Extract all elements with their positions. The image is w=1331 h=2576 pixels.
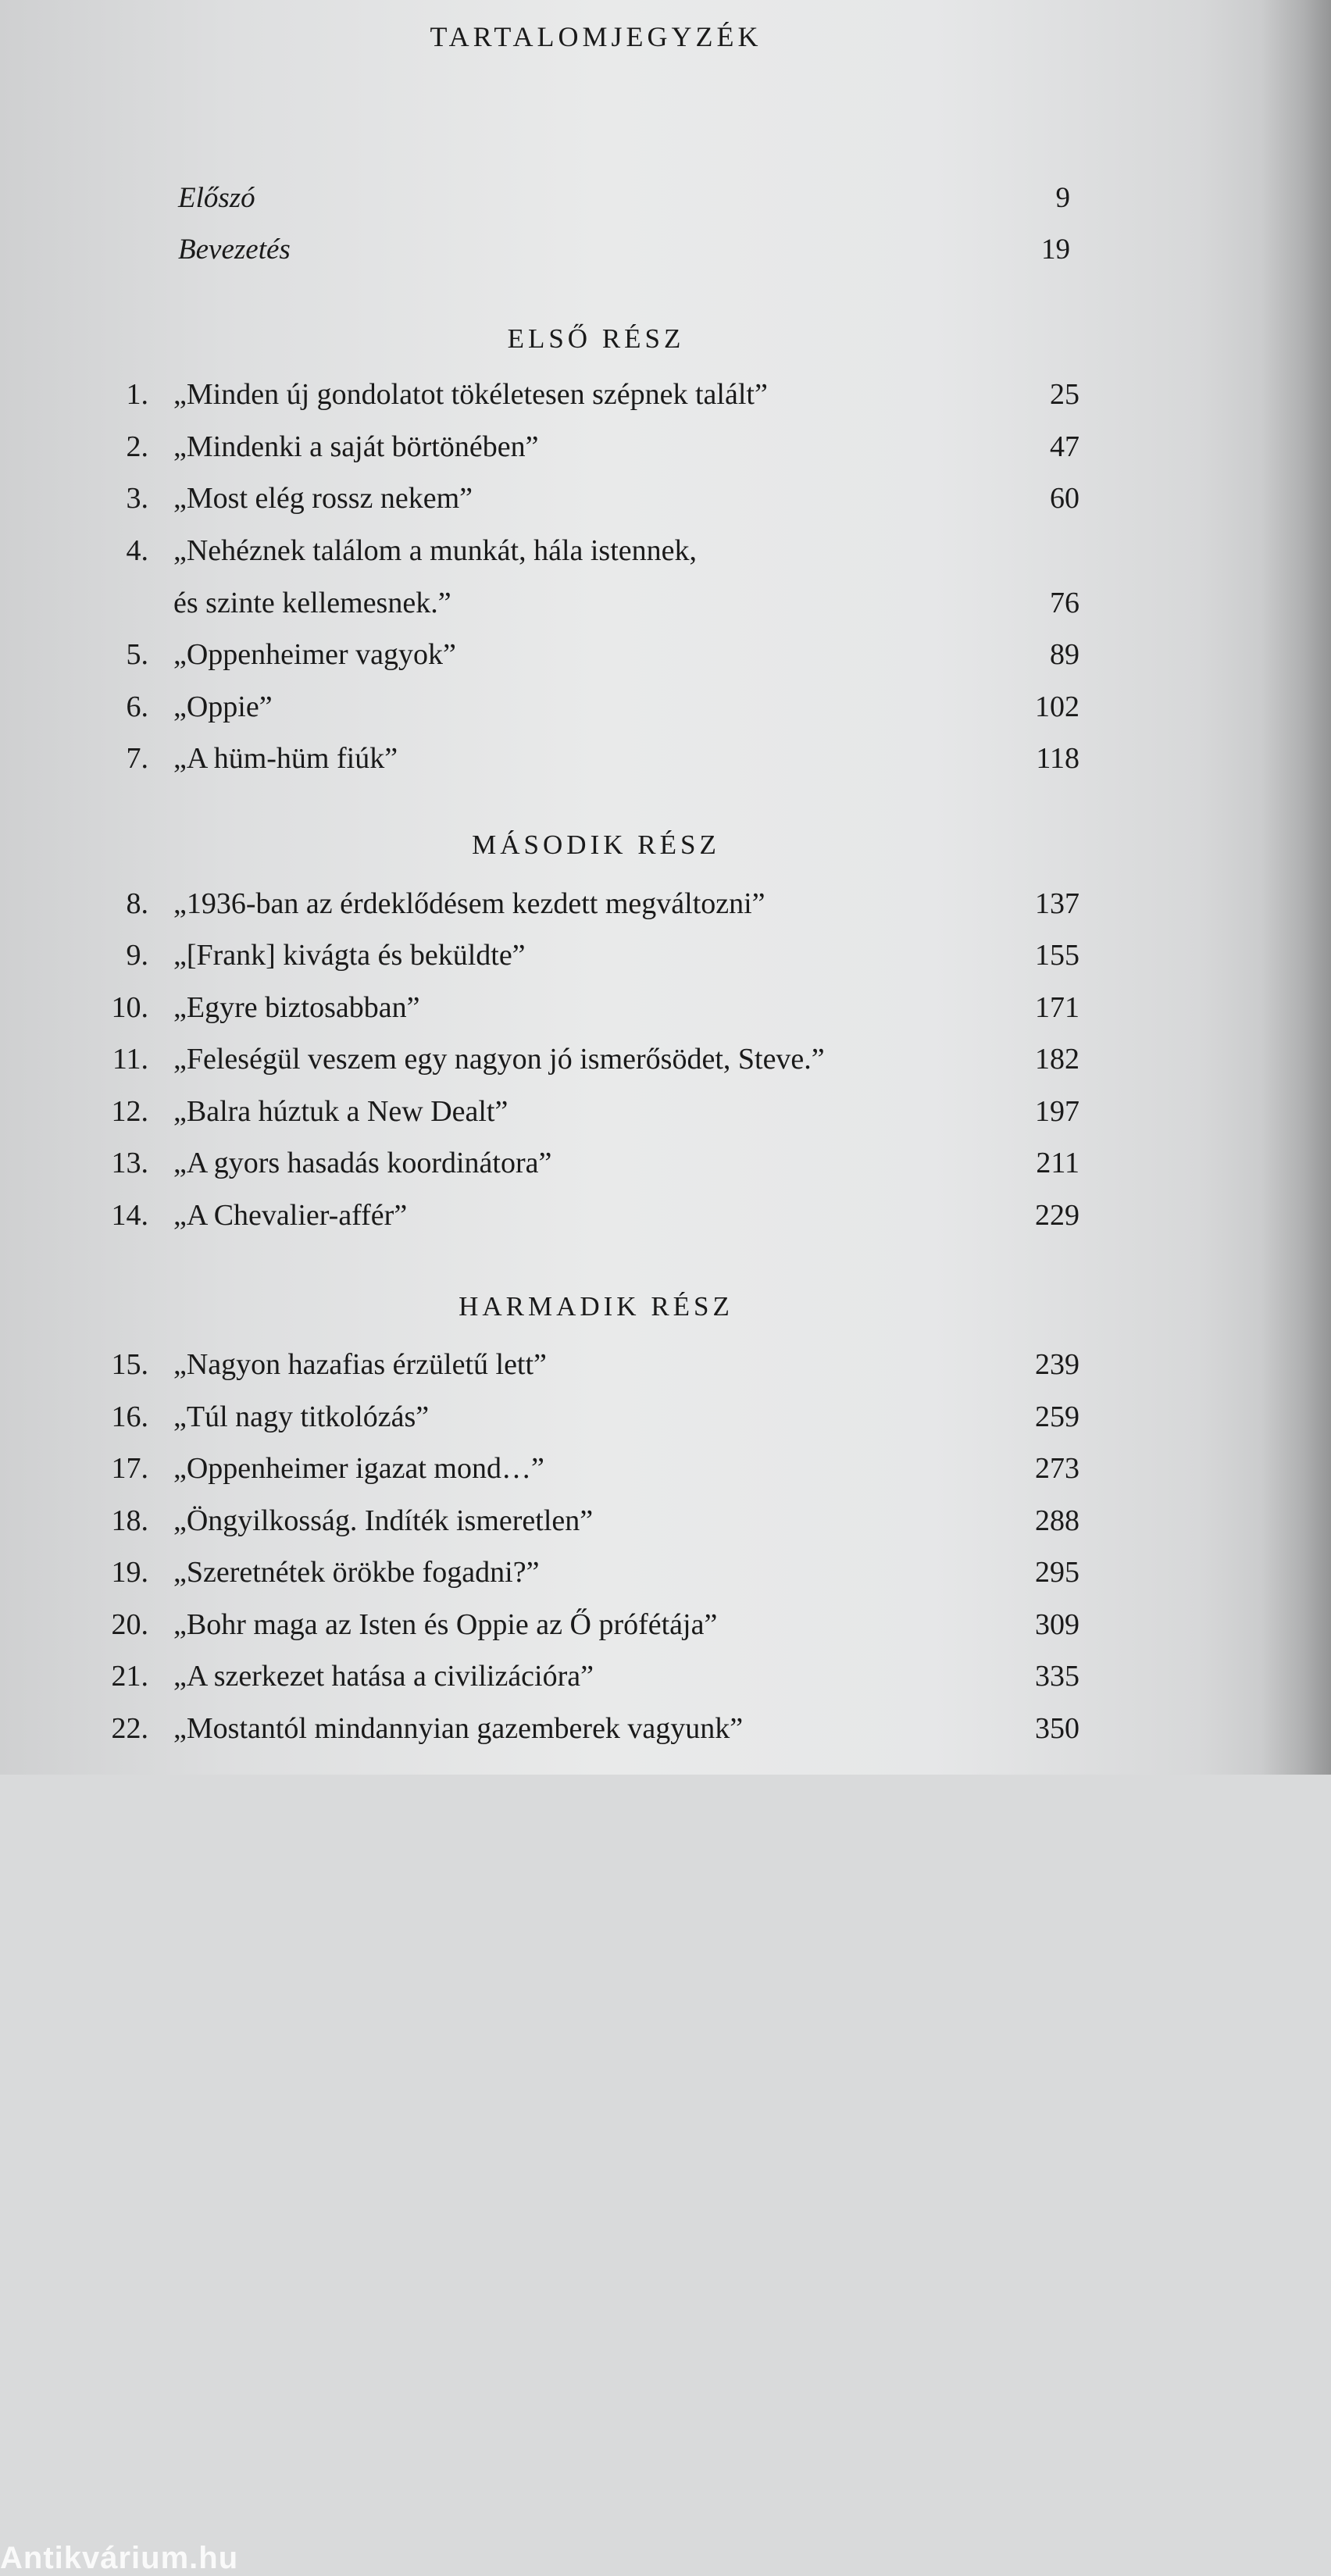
chapter-title: „A Chevalier-affér” xyxy=(173,1198,408,1232)
toc-entry xyxy=(0,1400,1192,1439)
toc-title: TARTALOMJEGYZÉK xyxy=(430,21,762,53)
toc-entry xyxy=(0,1146,1192,1185)
toc-entry xyxy=(0,481,1192,520)
chapter-title: „Túl nagy titkolózás” xyxy=(173,1400,430,1433)
toc-entry xyxy=(0,1659,1192,1698)
chapter-number: 8. xyxy=(126,887,148,920)
part-title: HARMADIK RÉSZ xyxy=(459,1290,733,1322)
chapter-title-continuation: és szinte kellemesnek.” xyxy=(173,586,451,619)
chapter-number: 4. xyxy=(126,534,148,568)
toc-entry xyxy=(0,1094,1192,1133)
watermark: Antikvárium.hu xyxy=(0,2541,239,2576)
front-matter-page: 19 xyxy=(1041,234,1070,266)
chapter-number: 3. xyxy=(126,482,148,516)
chapter-number: 13. xyxy=(111,1147,148,1180)
toc-entry xyxy=(0,938,1192,977)
toc-entry xyxy=(0,741,1192,780)
toc-entry xyxy=(0,1451,1192,1490)
chapter-number: 18. xyxy=(111,1504,148,1537)
chapter-number: 17. xyxy=(111,1452,148,1486)
chapter-title: „Nehéznek találom a munkát, hála istennek, xyxy=(173,534,698,568)
chapter-page: 239 xyxy=(1035,1347,1079,1381)
chapter-number: 20. xyxy=(111,1607,148,1641)
toc-entry xyxy=(0,430,1192,469)
chapter-page: 229 xyxy=(1035,1198,1079,1232)
toc-entry xyxy=(0,377,1192,416)
toc-entry xyxy=(0,1711,1192,1750)
chapter-page: 309 xyxy=(1035,1607,1079,1641)
chapter-page: 118 xyxy=(1036,742,1079,776)
chapter-title: „A hüm-hüm fiúk” xyxy=(173,742,398,776)
chapter-number: 19. xyxy=(111,1556,148,1589)
chapter-title: „Minden új gondolatot tökéletesen szépnek talált” xyxy=(173,378,768,412)
chapter-page: 197 xyxy=(1035,1094,1079,1128)
chapter-page: 182 xyxy=(1035,1043,1079,1076)
toc-entry xyxy=(0,533,1192,573)
chapter-page: 102 xyxy=(1035,690,1079,723)
chapter-number: 15. xyxy=(111,1347,148,1381)
toc-entry xyxy=(0,1042,1192,1081)
chapter-number: 12. xyxy=(111,1094,148,1128)
chapter-number: 6. xyxy=(126,690,148,723)
chapter-page: 350 xyxy=(1035,1711,1079,1745)
chapter-title: „Mindenki a saját börtönében” xyxy=(173,430,539,463)
chapter-title: „A szerkezet hatása a civilizációra” xyxy=(173,1660,594,1693)
chapter-number: 14. xyxy=(111,1198,148,1232)
chapter-page: 171 xyxy=(1035,990,1079,1024)
chapter-page: 211 xyxy=(1036,1147,1079,1180)
chapter-title: „Mostantól mindannyian gazemberek vagyunk” xyxy=(173,1711,744,1745)
chapter-page: 288 xyxy=(1035,1504,1079,1537)
chapter-page: 137 xyxy=(1035,887,1079,920)
toc-entry xyxy=(0,1555,1192,1594)
part-title: ELSŐ RÉSZ xyxy=(507,323,685,354)
part-title: MÁSODIK RÉSZ xyxy=(472,830,720,861)
chapter-title: „[Frank] kivágta és beküldte” xyxy=(173,939,526,972)
spine-shadow xyxy=(1261,0,1331,1775)
chapter-title: „A gyors hasadás koordinátora” xyxy=(173,1147,552,1180)
chapter-number: 2. xyxy=(126,430,148,463)
chapter-title: „Balra húztuk a New Dealt” xyxy=(173,1094,508,1128)
chapter-number: 9. xyxy=(126,939,148,972)
chapter-number: 22. xyxy=(111,1711,148,1745)
toc-entry-continuation xyxy=(0,586,1192,625)
chapter-title: „Most elég rossz nekem” xyxy=(173,482,473,516)
toc-entry xyxy=(0,887,1192,926)
chapter-title: „1936-ban az érdeklődésem kezdett megváltozni” xyxy=(173,887,765,920)
chapter-title: „Nagyon hazafias érzületű lett” xyxy=(173,1347,547,1381)
toc-entry xyxy=(0,1607,1192,1647)
chapter-title: „Öngyilkosság. Indíték ismeretlen” xyxy=(173,1504,594,1537)
chapter-page: 335 xyxy=(1035,1660,1079,1693)
chapter-page: 47 xyxy=(1050,430,1079,463)
chapter-title: „Bohr maga az Isten és Oppie az Ő prófétája” xyxy=(173,1607,718,1641)
chapter-title: „Oppenheimer vagyok” xyxy=(173,638,456,672)
toc-entry xyxy=(0,690,1192,729)
toc-entry xyxy=(0,1504,1192,1543)
chapter-page: 273 xyxy=(1035,1452,1079,1486)
chapter-title: „Feleségül veszem egy nagyon jó ismerősödet, Steve.” xyxy=(173,1043,825,1076)
chapter-page: 259 xyxy=(1035,1400,1079,1433)
front-matter-label: Bevezetés xyxy=(178,234,291,266)
toc-entry xyxy=(0,1347,1192,1386)
front-matter-page: 9 xyxy=(1055,181,1070,214)
toc-entry xyxy=(0,990,1192,1029)
chapter-page: 89 xyxy=(1050,638,1079,672)
chapter-number: 5. xyxy=(126,638,148,672)
chapter-page: 60 xyxy=(1050,482,1079,516)
chapter-number: 1. xyxy=(126,378,148,412)
toc-entry xyxy=(0,1198,1192,1237)
front-matter-label: Előszó xyxy=(178,181,255,214)
chapter-number: 16. xyxy=(111,1400,148,1433)
chapter-title: „Oppenheimer igazat mond…” xyxy=(173,1452,544,1486)
chapter-page: 25 xyxy=(1050,378,1079,412)
toc-entry xyxy=(0,637,1192,676)
chapter-title: „Szeretnétek örökbe fogadni?” xyxy=(173,1556,540,1589)
chapter-number: 11. xyxy=(112,1043,148,1076)
chapter-page: 155 xyxy=(1035,939,1079,972)
chapter-title: „Egyre biztosabban” xyxy=(173,990,420,1024)
chapter-page: 295 xyxy=(1035,1556,1079,1589)
chapter-number: 21. xyxy=(111,1660,148,1693)
chapter-number: 10. xyxy=(111,990,148,1024)
chapter-number: 7. xyxy=(126,742,148,776)
chapter-page: 76 xyxy=(1050,586,1079,619)
chapter-title: „Oppie” xyxy=(173,690,273,723)
